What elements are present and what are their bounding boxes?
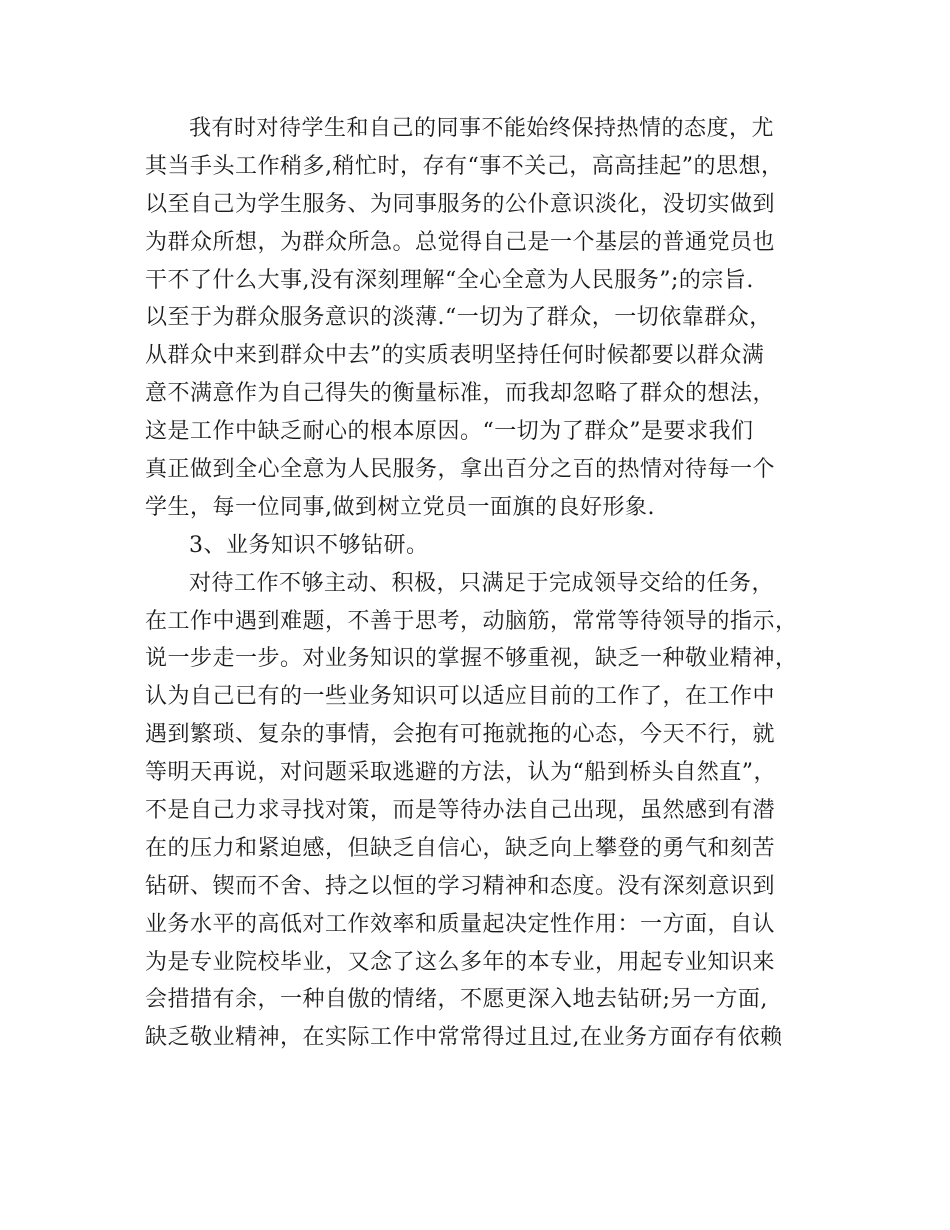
- text-line: 学生，每一位同事,做到树立党员一面旗的良好形象.: [145, 494, 655, 520]
- text-line: 意不满意作为自己得失的衡量标准，而我却忽略了群众的想法，: [145, 381, 776, 407]
- text-line: 不是自己力求寻找对策，而是等待办法自己出现，虽然感到有潜: [145, 798, 776, 824]
- text-line: 干不了什么大事,没有深刻理解“全心全意为人民服务”;的宗旨.: [145, 267, 754, 293]
- text-line: 认为自己已有的一些业务知识可以适应目前的工作了，在工作中: [145, 684, 776, 710]
- text-line: 会措措有余，一种自傲的情绪，不愿更深入地去钻研;另一方面,: [145, 987, 768, 1013]
- text-line: 在的压力和紧迫感，但缺乏自信心，缺乏向上攀登的勇气和刻苦: [145, 835, 776, 861]
- text-line: 在工作中遇到难题，不善于思考，动脑筋，常常等待领导的指示，: [145, 608, 798, 634]
- text-line: 为群众所想，为群众所急。总觉得自己是一个基层的普通党员也: [145, 229, 776, 255]
- text-line: 从群众中来到群众中去”的实质表明坚持任何时候都要以群众满: [145, 343, 765, 369]
- text-line: 我有时对待学生和自己的同事不能始终保持热情的态度，尤: [189, 116, 775, 141]
- text-line: 3、业务知识不够钻研。: [189, 532, 429, 558]
- text-line: 对待工作不够主动、积极，只满足于完成领导交给的任务，: [189, 570, 775, 596]
- text-line: 遇到繁琐、复杂的事情，会抱有可拖就拖的心态，今天不行，就: [145, 722, 776, 748]
- text-line: 真正做到全心全意为人民服务，拿出百分之百的热情对待每一个: [145, 457, 776, 483]
- text-line: 其当手头工作稍多,稍忙时，存有“事不关己，高高挂起”的思想，: [145, 153, 784, 179]
- text-line: 为是专业院校毕业，又念了这么多年的本专业，用起专业知识来: [145, 949, 776, 975]
- text-line: 等明天再说，对问题采取逃避的方法，认为“船到桥头自然直”，: [145, 760, 776, 786]
- text-line: 以至自己为学生服务、为同事服务的公仆意识淡化，没切实做到: [145, 191, 776, 217]
- text-line: 缺乏敬业精神，在实际工作中常常得过且过,在业务方面存有依赖: [145, 1025, 783, 1051]
- document-body: [145, 110, 825, 1057]
- text-line: 这是工作中缺乏耐心的根本原因。“一切为了群众”是要求我们: [145, 419, 754, 445]
- text-line: 说一步走一步。对业务知识的掌握不够重视，缺乏一种敬业精神，: [145, 646, 798, 672]
- text-line: 以至于为群众服务意识的淡薄.“一切为了群众，一切依靠群众，: [145, 305, 772, 331]
- text-line: 钻研、锲而不舍、持之以恒的学习精神和态度。没有深刻意识到: [145, 873, 776, 899]
- text-line: 业务水平的高低对工作效率和质量起决定性作用：一方面，自认: [145, 911, 776, 937]
